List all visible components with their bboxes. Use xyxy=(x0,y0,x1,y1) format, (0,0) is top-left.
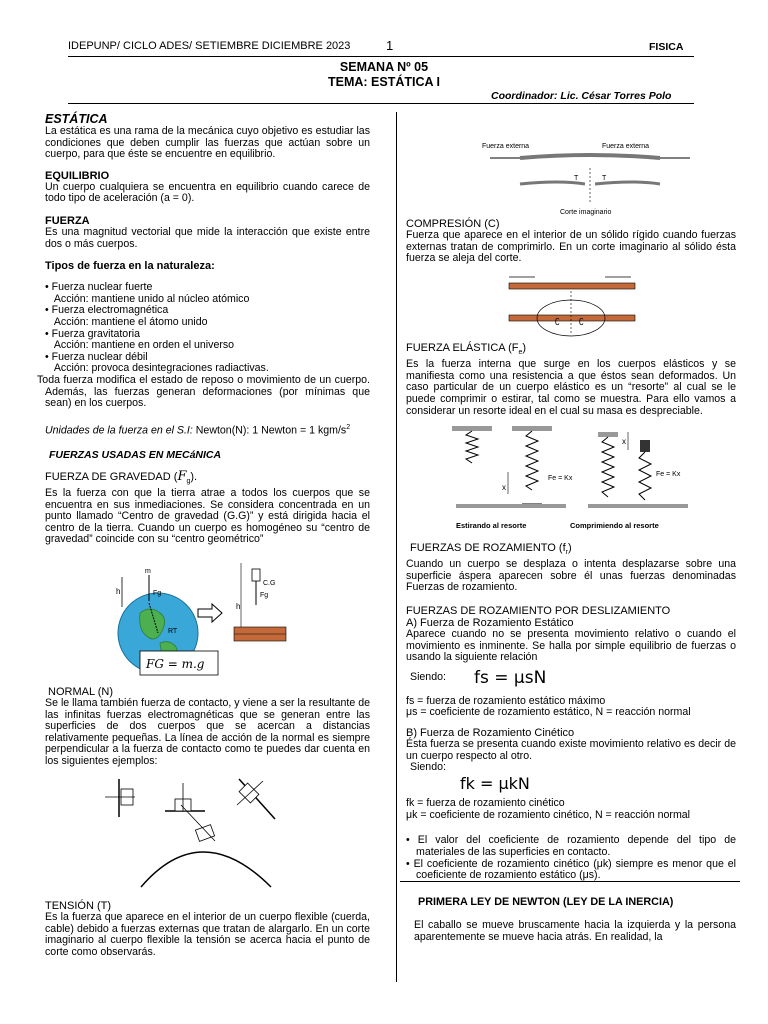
equilibrio-text: Un cuerpo cualquiera se encuentra en equilibrio cuando carece de todo tipo de aceleración (a = 0). xyxy=(45,180,370,205)
rozamiento-text: Cuando un cuerpo se desplaza o intenta desplazarse sobre una superficie áspera aparecen sobre él unas fuerzas denominadas Fuerzas de rozamiento. xyxy=(406,558,736,594)
tension-label-left: T xyxy=(574,175,579,182)
estatica-text: La estática es una rama de la mecánica cuyo objetivo es estudiar las condiciones que deben cumplir las fuerzas que actúan sobre un cuerpo, para que éste se encuentre en equilibrio. xyxy=(45,125,370,161)
title-rule xyxy=(68,103,694,104)
compression-figure xyxy=(505,273,640,338)
newton-text: El caballo se mueve bruscamente hacia la izquierda y la persona aparentemente se mueve hacia atrás. En realidad, la xyxy=(414,919,736,943)
fg-label-right: Fg xyxy=(260,592,269,599)
tension-text: Es la fuerza que aparece en el interior de un cuerpo flexible (cuerda, cable) debido a fuerzas externas que tratan de alargarlo. En un corte imaginario al cuerpo flexible la tensión se acerca hacia el punto de corte como observarás. xyxy=(45,911,370,958)
newton-heading: PRIMERA LEY DE NEWTON (LEY DE LA INERCIA) xyxy=(418,896,674,908)
gravedad-text: Es la fuerza con que la tierra atrae a todos los cuerpos que se encuentra en sus inmediaciones. Se considera concentrada en un punto llamado “Centro de gravedad (G.G)” y está dirigida hacia el centro de la tierra. Cuando un cuerpo es homogéneo su “centro de gravedad” coincide con su “centro geométrico” xyxy=(45,487,370,546)
compression-symbol-left: ʗ xyxy=(555,315,560,325)
left-column xyxy=(37,112,370,546)
list-item: • Fuerza nuclear fuerte Acción: mantiene unido al núcleo atómico xyxy=(45,281,250,305)
list-item: • El valor del coeficiente de rozamiento depende del tipo de materiales de las superficies en contacto. xyxy=(406,834,736,858)
list-item: • El coeficiente de rozamiento cinético (μk) siempre es menor que el coeficiente de rozamiento estático (μs). xyxy=(406,857,736,882)
unidades-text: Unidades de la fuerza en el S.I: Newton(N): 1 Newton = 1 kgm/$s^2$ xyxy=(45,423,351,437)
spring-figure xyxy=(448,424,698,534)
normal-text: Se le llama también fuerza de contacto, y viene a ser la resultante de las infinitas fuerzas electromagnéticas que se generan entre las superficies de dos cuerpos que se acercan a distancias relativamente pequeñas. La línea de acción de la normal es siempre perpendicular a la fuerza de contacto como te puedes dar cuenta en los siguientes ejemplos: xyxy=(45,697,370,767)
cut-label: Corte imaginario xyxy=(560,209,612,216)
section-rule xyxy=(400,881,740,882)
fs-definition: fs = fuerza de rozamiento estático máximo xyxy=(406,694,606,707)
fuerza-heading: FUERZA xyxy=(45,214,90,227)
normal-heading: NORMAL (N) xyxy=(48,686,113,698)
cinetico-text: Ésta fuerza se presenta cuando existe movimiento relativo es decir de un cuerpo respecto al otro. xyxy=(406,737,736,762)
tipos-heading: Tipos de fuerza en la naturaleza: xyxy=(45,260,215,273)
fs-formula-row xyxy=(406,668,736,694)
gravity-figure xyxy=(110,563,310,681)
elastica-section xyxy=(406,342,736,417)
tension-figure xyxy=(480,138,700,218)
arrow-right-icon xyxy=(198,604,222,622)
cinetico-heading: B) Fuerza de Rozamiento Cinético xyxy=(406,726,575,739)
compresion-text: Fuerza que aparece en el interior de un sólido rígido cuando fuerzas externas tratan de comprimirlo. En un corte imaginario al sólido ésta fuerza se aleja del corte. xyxy=(406,229,736,265)
right-column-mid xyxy=(406,542,736,882)
fk-definition: fk = fuerza de rozamiento cinético xyxy=(406,797,565,810)
tipos-list xyxy=(45,282,370,375)
normal-figure xyxy=(105,775,280,890)
compress-x-label: x xyxy=(622,437,626,446)
topic-title: TEMA: ESTÁTICA I xyxy=(327,75,441,89)
estatico-text: Aparece cuando no se presenta movimiento relativo o cuando el movimiento es inminente. Se halla por simple equilibrio de fuerzas o usando la siguiente relación xyxy=(406,627,736,664)
fk-formula: fk = μkN xyxy=(460,774,530,794)
stretch-force-label: Fe = Kx xyxy=(548,475,573,482)
tension-section xyxy=(45,900,370,958)
rt-label: RT xyxy=(168,628,178,635)
h-label-right: h xyxy=(236,602,241,611)
header-left: IDEPUNP/ CICLO ADES/ SETIEMBRE DICIEMBRE 2023 xyxy=(68,40,351,52)
external-force-right: Fuerza externa xyxy=(602,143,650,150)
right-column-top xyxy=(406,218,736,265)
external-force-left: Fuerza externa xyxy=(482,143,530,150)
compresion-heading: COMPRESIÓN (C) xyxy=(406,218,500,230)
deslizamiento-heading: FUERZAS DE ROZAMIENTO POR DESLIZAMIENTO xyxy=(406,604,671,617)
usadas-heading: FUERZAS USADAS EN MECáNICA xyxy=(49,448,222,461)
coordinator: Coordinador: Lic. César Torres Polo xyxy=(491,90,672,102)
gravity-formula: FG = m.g xyxy=(146,657,205,671)
column-divider xyxy=(396,112,397,982)
h-label: h xyxy=(116,587,121,596)
header-subject: FISICA xyxy=(649,41,684,53)
fk-formula-row xyxy=(406,762,736,794)
stretch-caption: Estirando al resorte xyxy=(456,521,527,530)
list-item: • Fuerza gravitatoria Acción: mantiene en orden el universo xyxy=(45,327,235,352)
stretch-x-label: x xyxy=(502,483,506,492)
estatico-heading: A) Fuerza de Rozamiento Estático xyxy=(406,616,574,629)
compress-caption: Comprimiendo al resorte xyxy=(570,521,659,530)
compression-symbol-right: ʗ xyxy=(579,315,584,325)
rozamiento-heading: FUERZAS DE ROZAMIENTO $(f_r)$ xyxy=(410,542,572,557)
fs-formula: fs = μsN xyxy=(474,667,547,688)
elastica-heading: FUERZA ELÁSTICA $(F_e)$ xyxy=(406,342,527,357)
fuerza-text: Es una magnitud vectorial que mide la interacción que existe entre dos o más cuerpos. xyxy=(45,225,370,250)
mass-label: m xyxy=(145,568,151,575)
cg-label: C.G xyxy=(263,580,276,587)
estatica-heading: ESTÁTICA xyxy=(45,112,108,126)
list-item: • Fuerza nuclear débil Acción: provoca desintegraciones radiactivas. xyxy=(45,350,269,375)
friction-bullets xyxy=(406,835,736,881)
tension-label-right: T xyxy=(602,175,607,182)
gravedad-heading: FUERZA DE GRAVEDAD $(F_g)$. xyxy=(45,468,198,485)
toda-fuerza-text: Toda fuerza modifica el estado de reposo o movimiento de un cuerpo. Además, las fuerzas generan deformaciones (por mínimas que sean) en los cuerpos. xyxy=(37,373,370,410)
page-number: 1 xyxy=(386,38,394,53)
elastica-text: Es la fuerza interna que surge en los cuerpos elásticos y se manifiesta como una resistencia a que éstos sean deformados. Un caso particular de un cuerpo elástico es un “resorte” al cual se le puede comprimir o estirar, tal como se muestra. Para ello vamos a considerar un resorte ideal en el cual su masa es despreciable. xyxy=(406,358,736,417)
mus-definition: μs = coeficiente de rozamiento estático, N = reacción normal xyxy=(406,706,691,719)
left-column-lower xyxy=(45,686,370,768)
list-item: • Fuerza electromagnética Acción: mantiene el átomo unido xyxy=(45,304,208,328)
muk-definition: μk = coeficiente de rozamiento cinético, N = reacción normal xyxy=(406,808,691,821)
tension-heading: TENSIÓN (T) xyxy=(45,900,111,912)
equilibrio-heading: EQUILIBRIO xyxy=(45,169,110,182)
header-rule xyxy=(68,56,694,57)
siendo-label: Siendo: xyxy=(410,670,446,683)
week-title: SEMANA Nº 05 xyxy=(339,60,429,74)
fg-label: Fg xyxy=(153,590,162,597)
siendo2-label: Siendo: xyxy=(410,761,446,774)
compress-force-label: Fe = Kx xyxy=(656,471,681,478)
